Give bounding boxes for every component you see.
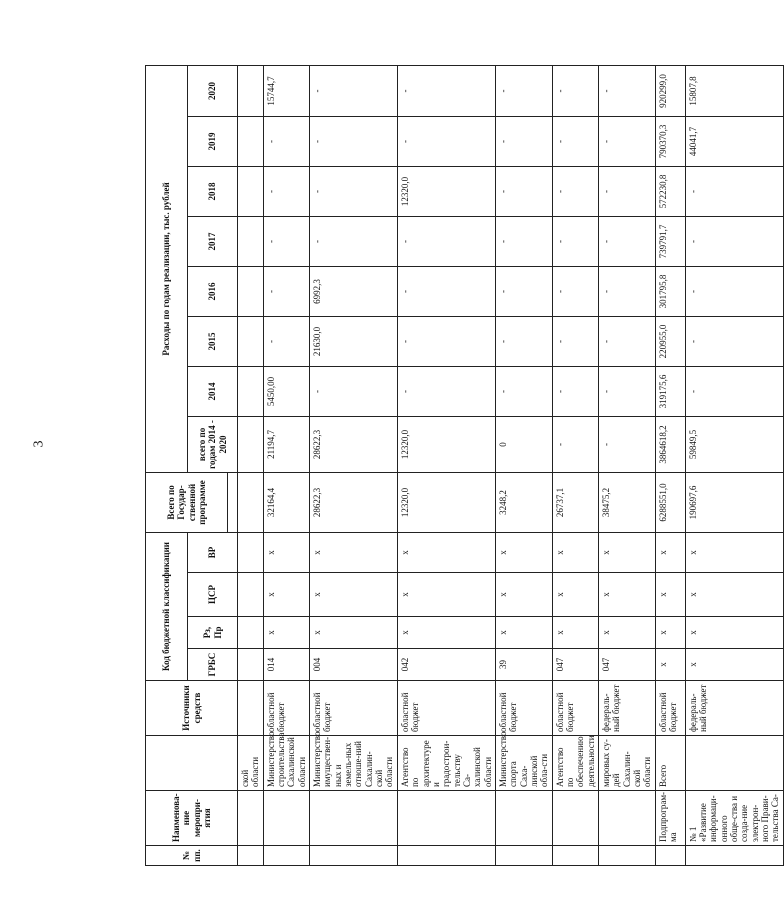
row-2015: - (552, 316, 598, 366)
rotated-table-wrapper (145, 66, 781, 866)
row-total-years: 21194,7 (263, 416, 309, 472)
row-executor: Агентство по обеспечению деятельности (552, 736, 598, 791)
row-2016: - (397, 266, 495, 316)
table-row (495, 65, 552, 865)
header-year-2016: 2016 (188, 266, 238, 316)
row-total-years: 28622,3 (310, 416, 398, 472)
row-executor: Всего (655, 736, 685, 791)
row-executor: Министерство спорта Саха-линской обла-сти (495, 736, 552, 791)
row-source: областной бюджет (655, 681, 685, 736)
row-csr: х (552, 573, 598, 617)
row-rzpr: х (685, 617, 783, 649)
row-total-years: 12320,0 (397, 416, 495, 472)
header-year-2020: 2020 (188, 65, 238, 116)
row-total-program: 38475,2 (599, 472, 656, 532)
row-total-program: 190697,6 (685, 472, 783, 532)
header-total-program: Всего по Государ-ственной программе (146, 472, 228, 532)
header-expenses: Расходы по годам реализации, тыс. рублей (146, 65, 188, 472)
row-2016: 301795,8 (655, 266, 685, 316)
row-2014: - (685, 366, 783, 416)
row-2017: - (495, 216, 552, 266)
row-2015: - (263, 316, 309, 366)
row-name: № 1 «Развитие информаци-онного обще-ства и созда-ние электрон-ного Прави-тельства Са- (685, 791, 783, 846)
row-total-years: 3864618,2 (655, 416, 685, 472)
row-2020: 15744,7 (263, 65, 309, 116)
row-2017: - (552, 216, 598, 266)
header-year-2018: 2018 (188, 166, 238, 216)
row-2018: - (263, 166, 309, 216)
row-2017: - (397, 216, 495, 266)
row-2018: - (599, 166, 656, 216)
row-vr: х (263, 532, 309, 572)
row-source: федераль-ный бюджет (599, 681, 656, 736)
row-total-program (238, 472, 264, 532)
row-rzpr: х (310, 617, 398, 649)
row-2018 (238, 166, 264, 216)
row-2016 (238, 266, 264, 316)
row-total-program: 26737,1 (552, 472, 598, 532)
row-2019: - (397, 116, 495, 166)
row-2015: 21630,0 (310, 316, 398, 366)
row-executor (685, 736, 783, 791)
header-vr: ВР (188, 532, 238, 572)
row-2019 (238, 116, 264, 166)
header-num: № пп. (146, 846, 238, 866)
row-vr: х (397, 532, 495, 572)
row-2019: - (310, 116, 398, 166)
row-2015: - (397, 316, 495, 366)
row-2014: - (310, 366, 398, 416)
row-vr: х (310, 532, 398, 572)
row-rzpr (238, 617, 264, 649)
row-name (263, 791, 309, 846)
row-2019: 790370,3 (655, 116, 685, 166)
row-2019: - (495, 116, 552, 166)
header-year-2019: 2019 (188, 116, 238, 166)
row-2018: 572230,8 (655, 166, 685, 216)
row-2019: - (552, 116, 598, 166)
row-csr: х (655, 573, 685, 617)
row-executor: ской области (238, 736, 264, 791)
row-rzpr: х (397, 617, 495, 649)
row-num (495, 846, 552, 866)
row-grbs: х (685, 649, 783, 681)
row-grbs: 042 (397, 649, 495, 681)
row-2018: - (495, 166, 552, 216)
row-vr: х (552, 532, 598, 572)
row-total-years (238, 416, 264, 472)
row-2015 (238, 316, 264, 366)
header-source: Источники средств (146, 681, 238, 736)
row-2014 (238, 366, 264, 416)
row-rzpr: х (552, 617, 598, 649)
row-source: областной бюджет (552, 681, 598, 736)
row-2017: - (599, 216, 656, 266)
row-total-program: 6288551,0 (655, 472, 685, 532)
row-name: Подпрограм-ма (655, 791, 685, 846)
header-year-2014: 2014 (188, 366, 238, 416)
row-total-program: 32164,4 (263, 472, 309, 532)
header-executor (146, 736, 238, 791)
row-2016: 6992,3 (310, 266, 398, 316)
header-rzpr: Рз, Пр (188, 617, 238, 649)
page-number: 3 (31, 440, 47, 448)
row-2020: - (599, 65, 656, 116)
table-row (397, 65, 495, 865)
row-csr: х (599, 573, 656, 617)
row-2015: - (685, 316, 783, 366)
row-num (655, 846, 685, 866)
table-row (685, 65, 783, 865)
table-header (146, 65, 238, 865)
row-name (495, 791, 552, 846)
row-2020 (238, 65, 264, 116)
row-total-years: - (599, 416, 656, 472)
row-2020: - (495, 65, 552, 116)
row-2020: - (397, 65, 495, 116)
row-name (599, 791, 656, 846)
row-total-years: 59849,5 (685, 416, 783, 472)
table-row (310, 65, 398, 865)
row-csr: х (263, 573, 309, 617)
row-num (263, 846, 309, 866)
table-row (599, 65, 656, 865)
row-vr (238, 532, 264, 572)
row-2016: - (495, 266, 552, 316)
row-grbs: 39 (495, 649, 552, 681)
budget-table (145, 65, 784, 866)
row-grbs: 047 (599, 649, 656, 681)
row-vr: х (495, 532, 552, 572)
row-total-years: 0 (495, 416, 552, 472)
row-rzpr: х (599, 617, 656, 649)
header-grbs: ГРБС (188, 649, 238, 681)
row-vr: х (599, 532, 656, 572)
row-2019: - (263, 116, 309, 166)
row-2015: - (495, 316, 552, 366)
row-executor: Министерство строительства Сахалинской области (263, 736, 309, 791)
row-2014: - (552, 366, 598, 416)
row-2020: 920299,0 (655, 65, 685, 116)
row-2020: - (552, 65, 598, 116)
row-grbs: х (655, 649, 685, 681)
row-source: областной бюджет (397, 681, 495, 736)
table-row (655, 65, 685, 865)
row-grbs: 014 (263, 649, 309, 681)
row-source: областной бюджет (310, 681, 398, 736)
row-2018: - (310, 166, 398, 216)
row-2014: - (397, 366, 495, 416)
row-num (310, 846, 398, 866)
row-executor: Министерство имуществен-ных и земель-ных отноше-ний Сахалин-ской области (310, 736, 398, 791)
header-year-2015: 2015 (188, 316, 238, 366)
row-name (310, 791, 398, 846)
header-year-2017: 2017 (188, 216, 238, 266)
row-grbs: 047 (552, 649, 598, 681)
row-csr: х (495, 573, 552, 617)
row-2015: - (599, 316, 656, 366)
row-2014: - (599, 366, 656, 416)
row-2020: - (310, 65, 398, 116)
table-row (238, 65, 264, 865)
row-rzpr: х (495, 617, 552, 649)
row-2016: - (599, 266, 656, 316)
row-2018: - (552, 166, 598, 216)
row-2017: 739791,7 (655, 216, 685, 266)
row-num (397, 846, 495, 866)
row-total-program: 12320,0 (397, 472, 495, 532)
row-2015: 220955,0 (655, 316, 685, 366)
row-2017: - (310, 216, 398, 266)
header-name: Наименова-ние меропри-ятия (146, 791, 238, 846)
table-row (552, 65, 598, 865)
row-csr: х (310, 573, 398, 617)
header-budget-code: Код бюджетной классификации (146, 532, 188, 680)
row-2017: - (685, 216, 783, 266)
row-source: федераль-ный бюджет (685, 681, 783, 736)
row-2019: 44041,7 (685, 116, 783, 166)
row-num (685, 846, 783, 866)
row-csr: х (685, 573, 783, 617)
row-vr: х (655, 532, 685, 572)
row-total-years: - (552, 416, 598, 472)
row-2016: - (263, 266, 309, 316)
row-grbs: 004 (310, 649, 398, 681)
row-source: областной бюджет (495, 681, 552, 736)
row-2016: - (552, 266, 598, 316)
row-source: областной бюджет (263, 681, 309, 736)
row-name (238, 791, 264, 846)
row-rzpr: х (655, 617, 685, 649)
table-row (263, 65, 309, 865)
row-num (238, 846, 264, 866)
row-csr (238, 573, 264, 617)
header-total-years: всего по годам 2014 - 2020 (188, 416, 238, 472)
header-csr: ЦСР (188, 573, 238, 617)
row-source (238, 681, 264, 736)
row-2018: 12320,0 (397, 166, 495, 216)
row-csr: х (397, 573, 495, 617)
table-body (238, 65, 784, 865)
row-num (599, 846, 656, 866)
row-vr: х (685, 532, 783, 572)
row-total-program: 28622,3 (310, 472, 398, 532)
header-total-program-spacer (228, 472, 238, 532)
row-2014: 319175,6 (655, 366, 685, 416)
row-2020: 15807,8 (685, 65, 783, 116)
row-executor: Агентство по архитектуре и градострои-тельству Са-халинской области (397, 736, 495, 791)
row-grbs (238, 649, 264, 681)
row-2016: - (685, 266, 783, 316)
row-2014: 5450,00 (263, 366, 309, 416)
row-total-program: 3248,2 (495, 472, 552, 532)
row-2017 (238, 216, 264, 266)
row-2019: - (599, 116, 656, 166)
row-name (552, 791, 598, 846)
row-rzpr: х (263, 617, 309, 649)
row-num (552, 846, 598, 866)
row-2018: - (685, 166, 783, 216)
row-name (397, 791, 495, 846)
row-2017: - (263, 216, 309, 266)
row-2014: - (495, 366, 552, 416)
row-executor: мировых су-дей Сахалин-ской области (599, 736, 656, 791)
